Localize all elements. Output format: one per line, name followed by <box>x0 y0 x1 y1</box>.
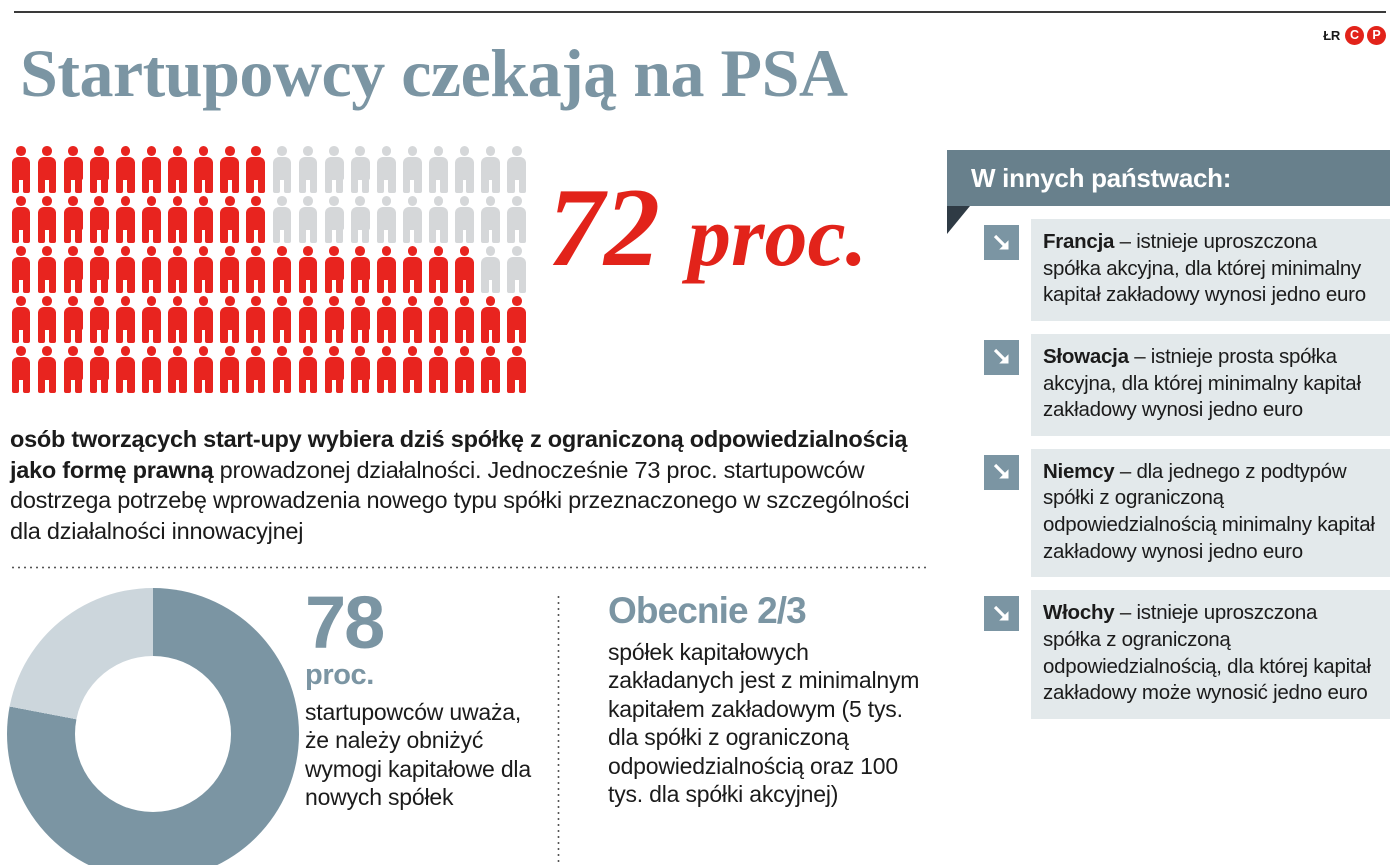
big-statistic-unit: proc. <box>688 188 868 284</box>
sidebar-item-list <box>947 219 1390 719</box>
sidebar-item-detail: – dla jednego z podtypów spółki z ograniczoną odpowiedzialnością minimalny kapitał zakładowy wynosi jedno euro <box>1043 459 1375 563</box>
pictogram-person-icon <box>88 246 110 293</box>
pictogram-person-icon <box>454 296 476 343</box>
top-divider-rule <box>14 11 1386 13</box>
pictogram-person-icon <box>245 146 267 193</box>
pictogram-person-icon <box>323 146 345 193</box>
pictogram-person-icon <box>349 296 371 343</box>
pictogram-person-icon <box>219 246 241 293</box>
logo-badge-p-icon: P <box>1367 26 1386 45</box>
pictogram-person-icon <box>401 146 423 193</box>
pictogram-person-icon <box>245 246 267 293</box>
pictogram-person-icon <box>454 196 476 243</box>
stat-78-unit: proc. <box>305 659 374 692</box>
pictogram-person-icon <box>167 296 189 343</box>
pictogram-person-icon <box>297 346 319 393</box>
pictogram-person-icon <box>271 196 293 243</box>
pictogram-person-icon <box>271 346 293 393</box>
pictogram-person-icon <box>167 146 189 193</box>
sidebar-item-country: Włochy <box>1043 601 1115 625</box>
pictogram-person-icon <box>62 346 84 393</box>
lead-paragraph-rest: prowadzonej działalności. Jednocześnie 73 proc. startupowców dostrzega potrzebę wprowadzenia nowego typu spółki przeznaczonego w szczególności dla działalności innowacyjnej <box>10 456 910 544</box>
sidebar-item-detail: – istnieje uproszczona spółka akcyjna, dla której minimalny kapitał zakładowy wynosi jedno euro <box>1043 230 1366 307</box>
pictogram-person-icon <box>401 246 423 293</box>
pictogram-person-icon <box>375 196 397 243</box>
pictogram-person-icon <box>193 196 215 243</box>
pictogram-person-icon <box>323 246 345 293</box>
pictogram-person-icon <box>428 196 450 243</box>
pictogram-person-icon <box>88 196 110 243</box>
pictogram-person-icon <box>375 296 397 343</box>
pictogram-person-icon <box>349 146 371 193</box>
pictogram-person-icon <box>349 246 371 293</box>
pictogram-person-icon <box>480 246 502 293</box>
pictogram-person-icon <box>10 346 32 393</box>
pictogram-person-icon <box>401 196 423 243</box>
stat-obecnie-title: Obecnie 2/3 <box>608 590 806 631</box>
pictogram-person-icon <box>167 346 189 393</box>
sidebar-item-text <box>1031 449 1390 578</box>
pictogram-person-icon <box>114 296 136 343</box>
pictogram-person-icon <box>506 296 528 343</box>
pictogram-person-icon <box>297 196 319 243</box>
sidebar-item-detail: – istnieje uproszczona spółka z ograniczoną odpowiedzialnością, dla której kapitał zakładowy może wynosić jedno euro <box>1043 601 1371 705</box>
sidebar-item-country: Niemcy <box>1043 459 1115 483</box>
sidebar-item-4 <box>947 590 1390 719</box>
pictogram-person-icon <box>349 346 371 393</box>
logo-badge-c-icon: C <box>1345 26 1364 45</box>
pictogram-person-icon <box>454 146 476 193</box>
pictogram-person-icon <box>271 146 293 193</box>
stat-obecnie-block <box>608 592 928 808</box>
lead-paragraph-bold: osób tworzących start-upy wybiera dziś spółkę z ograniczoną odpowiedzialnością jako formę prawną <box>10 426 908 483</box>
stat-78-block <box>305 581 545 811</box>
sidebar-title: W innych państwach: <box>971 162 1232 193</box>
sidebar-item-detail: – istnieje prosta spółka akcyjna, dla której minimalny kapitał zakładowy wynosi jedno euro <box>1043 344 1361 422</box>
pictogram-person-icon <box>506 246 528 293</box>
sidebar-item-text <box>1031 590 1390 719</box>
pictogram-person-icon <box>36 246 58 293</box>
pictogram-person-icon <box>480 346 502 393</box>
pictogram-person-icon <box>506 346 528 393</box>
pictogram-person-icon <box>219 346 241 393</box>
pictogram-person-icon <box>401 346 423 393</box>
pictogram-person-icon <box>167 246 189 293</box>
pictogram-person-icon <box>219 196 241 243</box>
sidebar-item-3 <box>947 449 1390 578</box>
pictogram-person-icon <box>428 246 450 293</box>
pictogram-person-icon <box>193 146 215 193</box>
pictogram-person-icon <box>375 346 397 393</box>
arrow-down-right-icon <box>984 225 1019 260</box>
pictogram-person-icon <box>62 146 84 193</box>
pictogram-person-icon <box>10 146 32 193</box>
logo-initials: ŁR <box>1323 28 1340 43</box>
pictogram-person-icon <box>428 296 450 343</box>
pictogram-person-icon <box>193 296 215 343</box>
sidebar-item-1 <box>947 219 1390 321</box>
sidebar-banner <box>947 150 1390 206</box>
pictogram-person-icon <box>375 146 397 193</box>
pictogram-person-icon <box>114 146 136 193</box>
pictogram-person-icon <box>140 196 162 243</box>
pictogram-person-icon <box>140 296 162 343</box>
pictogram-person-icon <box>36 346 58 393</box>
pictogram-person-icon <box>506 196 528 243</box>
pictogram-person-icon <box>428 146 450 193</box>
pictogram-person-icon <box>193 346 215 393</box>
arrow-down-right-icon <box>984 455 1019 490</box>
sidebar-item-country: Słowacja <box>1043 344 1129 368</box>
pictogram-person-icon <box>375 246 397 293</box>
sidebar-item-country: Francja <box>1043 230 1115 253</box>
pictogram-person-icon <box>140 346 162 393</box>
sidebar-item-text <box>1031 334 1390 436</box>
arrow-down-right-icon <box>984 596 1019 631</box>
pictogram-person-icon <box>480 296 502 343</box>
pictogram-person-icon <box>88 146 110 193</box>
donut-chart <box>7 588 299 865</box>
page-title: Startupowcy czekają na PSA <box>20 35 848 111</box>
vertical-dotted-divider <box>557 594 560 865</box>
pictogram-person-icon <box>167 196 189 243</box>
pictogram-person-icon <box>140 246 162 293</box>
pictogram-person-icon <box>245 196 267 243</box>
publisher-logo <box>1323 26 1386 45</box>
stat-78-description: startupowców uważa, że należy obniżyć wymogi kapitałowe dla nowych spółek <box>305 699 531 810</box>
pictogram-person-icon <box>114 346 136 393</box>
pictogram-person-icon <box>245 346 267 393</box>
stat-78-number: 78 <box>305 581 384 664</box>
big-statistic <box>548 166 868 290</box>
pictogram-person-icon <box>219 146 241 193</box>
pictogram-person-icon <box>480 146 502 193</box>
pictogram-person-icon <box>271 246 293 293</box>
pictogram-person-icon <box>62 246 84 293</box>
pictogram-person-icon <box>271 296 293 343</box>
pictogram-person-icon <box>297 296 319 343</box>
pictogram-person-icon <box>114 246 136 293</box>
pictogram-person-icon <box>10 296 32 343</box>
pictogram-person-icon <box>349 196 371 243</box>
horizontal-dotted-divider <box>10 566 928 569</box>
sidebar-item-text <box>1031 219 1390 321</box>
pictogram-person-icon <box>245 296 267 343</box>
pictogram-person-icon <box>323 296 345 343</box>
pictogram-person-icon <box>36 196 58 243</box>
pictogram-person-icon <box>193 246 215 293</box>
stat-obecnie-description: spółek kapitałowych zakładanych jest z minimalnym kapitałem zakładowym (5 tys. dla spółki z ograniczoną odpowiedzialnością oraz 100 tys. dla spółki akcyjnej) <box>608 639 920 807</box>
big-statistic-number: 72 <box>548 166 688 290</box>
pictogram-person-icon <box>114 196 136 243</box>
donut-hole <box>75 656 231 812</box>
sidebar-item-2 <box>947 334 1390 436</box>
sidebar-other-countries <box>947 150 1390 719</box>
pictogram-person-icon <box>401 296 423 343</box>
pictogram-person-icon <box>10 196 32 243</box>
pictogram-person-icon <box>323 196 345 243</box>
pictogram-person-icon <box>62 296 84 343</box>
pictogram-person-icon <box>219 296 241 343</box>
arrow-down-right-icon <box>984 340 1019 375</box>
pictogram-person-icon <box>297 146 319 193</box>
pictogram-person-icon <box>36 146 58 193</box>
pictogram-person-icon <box>454 346 476 393</box>
pictogram-person-icon <box>88 296 110 343</box>
pictogram-person-icon <box>428 346 450 393</box>
pictogram-person-icon <box>140 146 162 193</box>
pictogram-person-icon <box>88 346 110 393</box>
lead-paragraph <box>10 424 928 546</box>
pictogram-person-icon <box>506 146 528 193</box>
pictogram-person-icon <box>480 196 502 243</box>
pictogram-person-icon <box>36 296 58 343</box>
pictogram-person-icon <box>323 346 345 393</box>
pictogram-person-icon <box>454 246 476 293</box>
pictogram-person-icon <box>10 246 32 293</box>
pictogram-person-icon <box>297 246 319 293</box>
pictogram-chart <box>10 146 532 396</box>
pictogram-person-icon <box>62 196 84 243</box>
